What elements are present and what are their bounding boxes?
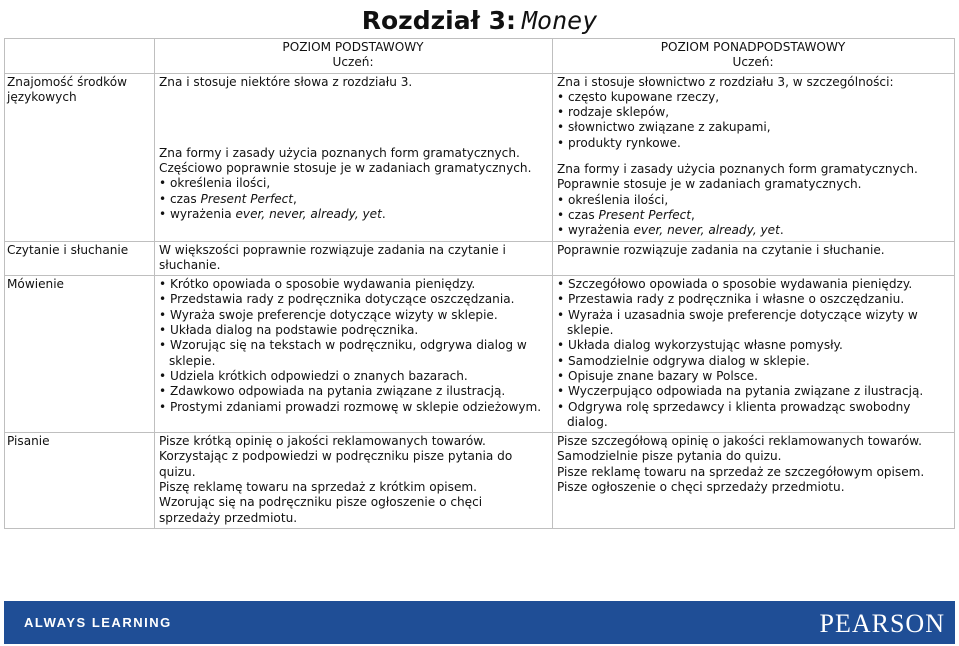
text-line: Pisze ogłoszenie o chęci sprzedaży przedmiotu. (557, 480, 845, 495)
list-item: • wyrażenia ever, never, already, yet. (557, 223, 949, 238)
text-line: Częściowo poprawnie stosuje je w zadaniach gramatycznych. (159, 161, 532, 176)
advanced-level-header (553, 39, 955, 74)
text-line: Wzorując się na podręczniku pisze ogłoszenie o chęci sprzedaży przedmiotu. (159, 495, 483, 525)
cell-mowienie-advanced (553, 276, 955, 433)
basic-level-title: POZIOM PODSTAWOWY (282, 40, 424, 54)
list-item: • wyrażenia ever, never, already, yet. (159, 207, 547, 222)
list-item: • określenia ilości, (159, 176, 547, 191)
cell-pisanie-advanced (553, 433, 955, 529)
cell-znajomosc-basic (155, 73, 553, 241)
footer-tagline: ALWAYS LEARNING (24, 615, 172, 630)
list-item: • określenia ilości, (557, 193, 949, 208)
text-line: Poprawnie stosuje je w zadaniach gramatycznych. (557, 177, 862, 192)
text-line: Zna i stosuje niektóre słowa z rozdziału 3. (159, 74, 413, 89)
list-item: • Samodzielnie odgrywa dialog w sklepie. (557, 354, 949, 369)
row-label-znajomosc: Znajomość środków językowych (5, 73, 155, 241)
list-item: • czas Present Perfect, (557, 208, 949, 223)
text-line: Zna i stosuje słownictwo z rozdziału 3, w szczególności: (557, 74, 894, 89)
list-item: • słownictwo związane z zakupami, (557, 120, 949, 135)
requirements-table (4, 38, 955, 529)
list-item: • często kupowane rzeczy, (557, 90, 949, 105)
text-line: Samodzielnie pisze pytania do quizu. (557, 449, 782, 464)
list-item: • Przestawia rady z podręcznika i własne o oszczędzaniu. (557, 292, 949, 307)
text-line: Piszę reklamę towaru na sprzedaż z krótkim opisem. (159, 480, 478, 495)
chapter-subtitle: Money (521, 6, 598, 35)
list-item: • Wyczerpująco odpowiada na pytania związane z ilustracją. (557, 384, 949, 399)
text-line: Korzystając z podpowiedzi w podręczniku pisze pytania do quizu. (159, 449, 513, 479)
list-item: • Opisuje znane bazary w Polsce. (557, 369, 949, 384)
basic-level-student: Uczeń: (332, 55, 374, 70)
cell-czytanie-advanced: Poprawnie rozwiązuje zadania na czytanie i słuchanie. (553, 241, 955, 276)
list-item: • Szczegółowo opowiada o sposobie wydawania pieniędzy. (557, 277, 949, 292)
list-item: • Wyraża i uzasadnia swoje preferencje dotyczące wizyty w sklepie. (557, 308, 949, 339)
list-item: • Wzorując się na tekstach w podręczniku, odgrywa dialog w sklepie. (159, 338, 547, 369)
table-row-czytanie (5, 241, 955, 276)
header-empty-cell (5, 39, 155, 74)
text-line: Pisze reklamę towaru na sprzedaż ze szczegółowym opisem. (557, 464, 925, 479)
list-item: • Wyraża swoje preferencje dotyczące wizyty w sklepie. (159, 308, 547, 323)
text-line: Pisze szczegółową opinię o jakości reklamowanych towarów. (557, 434, 922, 449)
list-item: • Prostymi zdaniami prowadzi rozmowę w sklepie odzieżowym. (159, 400, 547, 415)
list-item: • Odgrywa rolę sprzedawcy i klienta prowadząc swobodny dialog. (557, 400, 949, 431)
header-row (5, 39, 955, 74)
list-item: • Udziela krótkich odpowiedzi o znanych bazarach. (159, 369, 547, 384)
table-row-znajomosc (5, 73, 955, 241)
list-item: • Zdawkowo odpowiada na pytania związane z ilustracją. (159, 384, 547, 399)
pearson-logo: PEARSON (819, 609, 945, 638)
row-label-pisanie: Pisanie (5, 433, 155, 529)
cell-mowienie-basic (155, 276, 553, 433)
list-item: • Układa dialog wykorzystując własne pomysły. (557, 338, 949, 353)
cell-znajomosc-advanced (553, 73, 955, 241)
text-line: Zna formy i zasady użycia poznanych form gramatycznych. (557, 162, 918, 177)
text-line: Zna formy i zasady użycia poznanych form gramatycznych. (159, 145, 520, 160)
cell-czytanie-basic: W większości poprawnie rozwiązuje zadania na czytanie i słuchanie. (155, 241, 553, 276)
footer-banner (4, 601, 955, 644)
row-label-mowienie: Mówienie (5, 276, 155, 433)
list-item: • Układa dialog na podstawie podręcznika. (159, 323, 547, 338)
list-item: • Przedstawia rady z podręcznika dotyczące oszczędzania. (159, 292, 547, 307)
chapter-title: Rozdział 3: (361, 6, 516, 35)
table-row-pisanie (5, 433, 955, 529)
list-item: • rodzaje sklepów, (557, 105, 949, 120)
table-row-mowienie (5, 276, 955, 433)
page-title (0, 2, 959, 40)
list-item: • czas Present Perfect, (159, 192, 547, 207)
advanced-level-student: Uczeń: (732, 55, 774, 70)
cell-pisanie-basic (155, 433, 553, 529)
row-label-czytanie: Czytanie i słuchanie (5, 241, 155, 276)
list-item: • Krótko opowiada o sposobie wydawania pieniędzy. (159, 277, 547, 292)
basic-level-header (155, 39, 553, 74)
list-item: • produkty rynkowe. (557, 136, 949, 151)
advanced-level-title: POZIOM PONADPODSTAWOWY (660, 40, 846, 54)
text-line: Pisze krótką opinię o jakości reklamowanych towarów. (159, 434, 486, 449)
